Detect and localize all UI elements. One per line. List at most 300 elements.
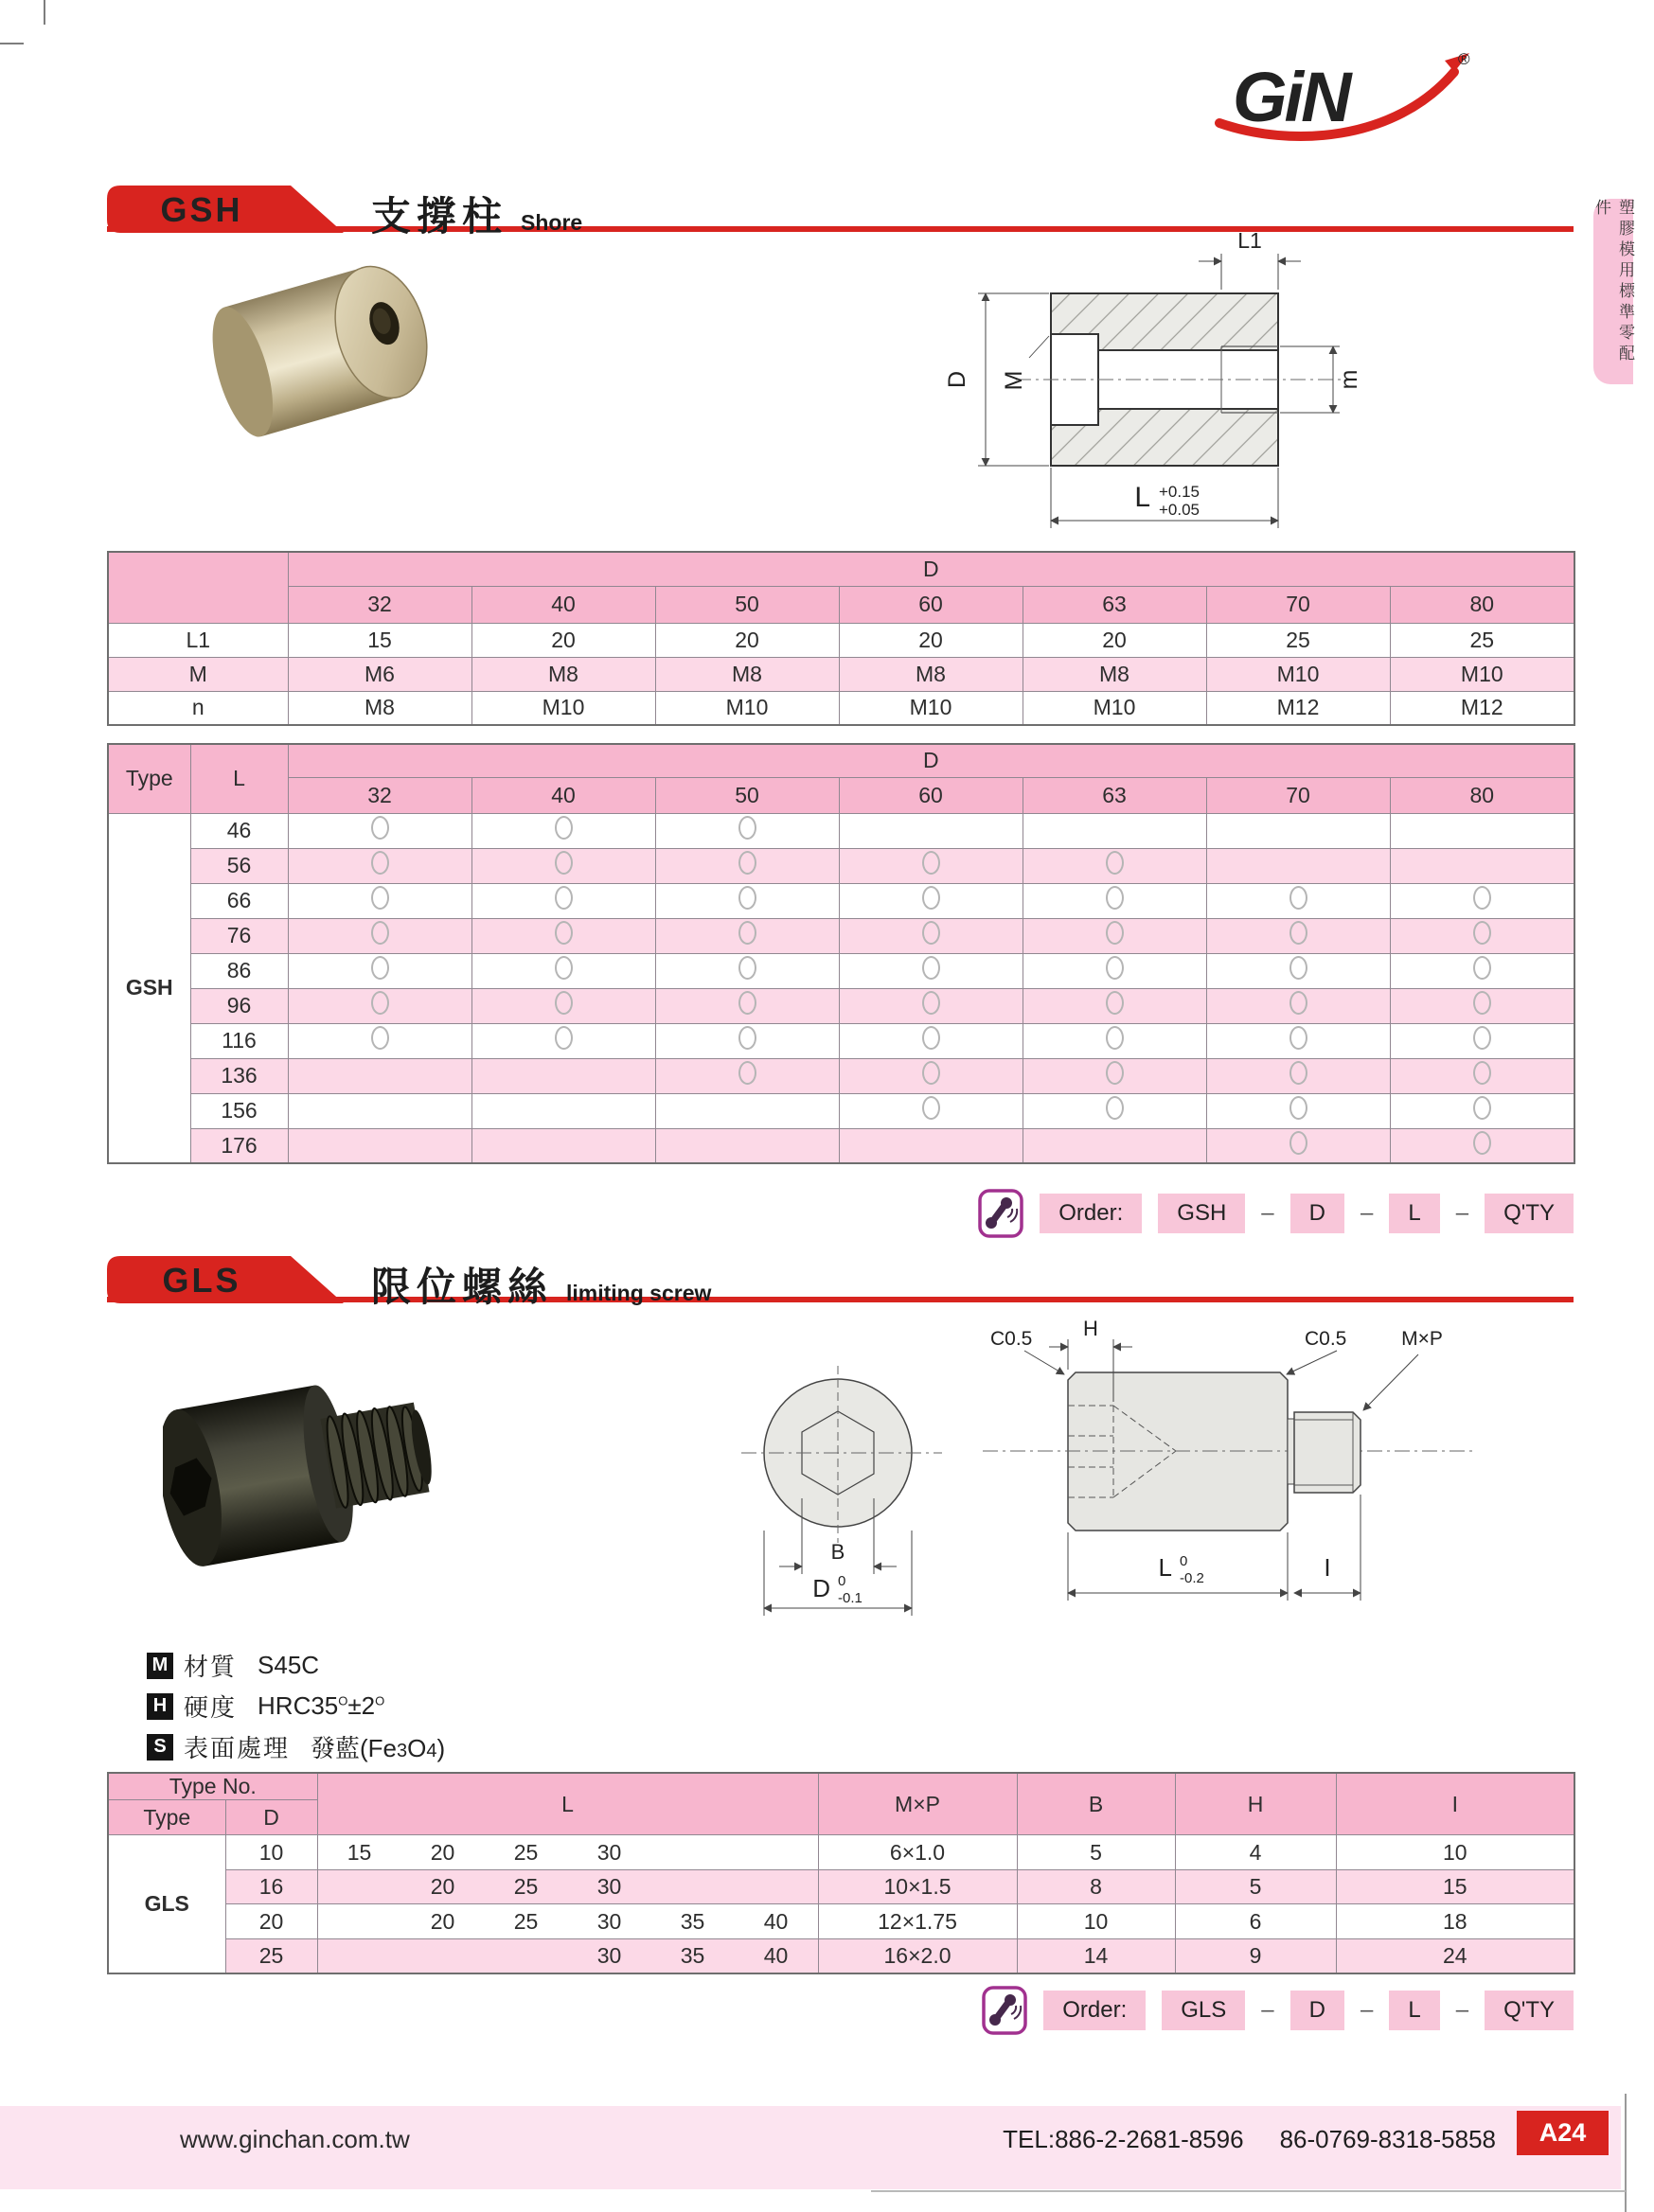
order-part: L (1389, 1991, 1439, 2030)
avail-cell (1390, 1058, 1574, 1093)
dim-l-tol-top: +0.15 (1159, 483, 1200, 501)
availability-circle (1473, 921, 1491, 945)
dim-h: H (1083, 1318, 1098, 1340)
l-value: 56 (190, 848, 288, 883)
dim-cell: M12 (1206, 691, 1390, 725)
availability-circle (1289, 1096, 1307, 1120)
l-slot-value: 15 (347, 1839, 372, 1865)
avail-cell (839, 953, 1023, 988)
phone-icon (978, 1189, 1023, 1238)
avail-cell (471, 988, 655, 1023)
gin-logo (1200, 40, 1485, 144)
crop-mark-horizontal (0, 43, 24, 44)
i-cell: 24 (1336, 1939, 1574, 1973)
avail-cell (1206, 848, 1390, 883)
footer-telephone: TEL:886-2-2681-8596 86-0769-8318-5858 (1003, 2125, 1496, 2153)
page-number-badge: A24 (1517, 2111, 1609, 2155)
l-slot-value: 30 (596, 1942, 622, 1968)
order-separator: – (1361, 1997, 1374, 2023)
avail-cell (655, 953, 839, 988)
availability-circle (922, 1026, 940, 1050)
order-part: Q'TY (1485, 1991, 1574, 2030)
hardness-badge-icon: H (147, 1693, 173, 1720)
d-value-header: 70 (1206, 777, 1390, 813)
gls-table-row (108, 1870, 1574, 1904)
availability-circle (1473, 956, 1491, 980)
availability-circle (738, 956, 756, 980)
mxp-cell: 10×1.5 (818, 1870, 1017, 1904)
availability-circle (555, 886, 573, 910)
gls-h-header: H (1175, 1773, 1336, 1835)
dim-i: I (1324, 1553, 1331, 1582)
avail-table-row (108, 953, 1574, 988)
dim-cell: M8 (471, 657, 655, 691)
l-slots (318, 1874, 818, 1900)
l-slot-value: 40 (763, 1908, 789, 1934)
gsh-order-row (978, 1189, 1574, 1238)
availability-circle (738, 991, 756, 1015)
dim-d: D (944, 370, 970, 389)
availability-circle (555, 956, 573, 980)
order-part: GLS (1162, 1991, 1245, 2030)
avail-cell (471, 1023, 655, 1058)
dim-l: L (1134, 482, 1150, 513)
chamfer-left-label: C0.5 (990, 1328, 1033, 1350)
dim-cell: M10 (655, 691, 839, 725)
avail-cell (1390, 988, 1574, 1023)
availability-circle (1289, 1061, 1307, 1085)
dim-m-big: M (1001, 370, 1027, 391)
dim-row-label: n (108, 691, 288, 725)
avail-cell (839, 1128, 1023, 1163)
availability-circle (1106, 1096, 1124, 1120)
dim-row-label: M (108, 657, 288, 691)
gls-section-badge (107, 1256, 344, 1303)
avail-cell (1390, 1093, 1574, 1128)
avail-cell (1023, 1128, 1206, 1163)
d-value-header: 50 (655, 586, 839, 623)
surface-label: 表面處理 (184, 1734, 291, 1762)
d-value: 16 (225, 1870, 317, 1904)
avail-table-l-header: L (190, 744, 288, 813)
avail-cell (471, 1128, 655, 1163)
availability-circle (555, 816, 573, 840)
availability-circle (738, 921, 756, 945)
dim-cell: M10 (839, 691, 1023, 725)
dim-cell: 20 (471, 623, 655, 657)
avail-cell (288, 1093, 471, 1128)
i-cell: 15 (1336, 1870, 1574, 1904)
gls-type-header: Type (108, 1800, 225, 1835)
crop-mark-vertical (44, 0, 45, 25)
avail-cell (471, 1058, 655, 1093)
avail-cell (1206, 1023, 1390, 1058)
availability-circle (738, 886, 756, 910)
avail-cell (1023, 953, 1206, 988)
avail-cell (1206, 1128, 1390, 1163)
gsh-technical-drawing (923, 220, 1425, 537)
avail-cell (1390, 848, 1574, 883)
dim-cell: M6 (288, 657, 471, 691)
avail-table-type-header: Type (108, 744, 190, 813)
dim-table-row (108, 623, 1574, 657)
avail-cell (1206, 953, 1390, 988)
avail-cell (1206, 883, 1390, 918)
availability-circle (1473, 991, 1491, 1015)
dim-table-row (108, 691, 1574, 725)
avail-cell (839, 1093, 1023, 1128)
availability-circle (1473, 1061, 1491, 1085)
l-slot-value: 30 (596, 1874, 622, 1899)
i-cell: 10 (1336, 1835, 1574, 1870)
b-cell: 5 (1017, 1835, 1175, 1870)
gls-table-row (108, 1939, 1574, 1973)
l-value: 66 (190, 883, 288, 918)
gls-order-row (982, 1986, 1574, 2035)
availability-circle (1473, 886, 1491, 910)
avail-cell (288, 1023, 471, 1058)
d-value-header: 40 (471, 586, 655, 623)
d-value-header: 40 (471, 777, 655, 813)
dim-l1: L1 (1237, 228, 1262, 253)
availability-circle (555, 1026, 573, 1050)
i-cell: 18 (1336, 1904, 1574, 1939)
hardness-value: $HRC35^O\pm 2^O$ (258, 1691, 385, 1720)
availability-circle (371, 991, 389, 1015)
avail-table-row (108, 1058, 1574, 1093)
l-value: 136 (190, 1058, 288, 1093)
dim-cell: 25 (1206, 623, 1390, 657)
availability-circle (738, 816, 756, 840)
avail-cell (288, 988, 471, 1023)
d-value-header: 50 (655, 777, 839, 813)
dim-cell: 20 (655, 623, 839, 657)
d-value: 10 (225, 1835, 317, 1870)
h-cell: 4 (1175, 1835, 1336, 1870)
l-value: 116 (190, 1023, 288, 1058)
availability-circle (371, 816, 389, 840)
avail-cell (1023, 883, 1206, 918)
gls-i-header: I (1336, 1773, 1574, 1835)
avail-cell (1390, 953, 1574, 988)
l-value: 96 (190, 988, 288, 1023)
dim-l: L (1158, 1553, 1172, 1582)
dim-cell: M10 (1390, 657, 1574, 691)
l-value: 156 (190, 1093, 288, 1128)
gls-badge-label: GLS (162, 1261, 241, 1300)
availability-circle (1106, 956, 1124, 980)
availability-circle (1289, 921, 1307, 945)
avail-cell (1390, 1128, 1574, 1163)
dim-d-tol-top: 0 (838, 1573, 846, 1589)
thread-spec-label: M×P (1401, 1328, 1443, 1350)
avail-cell (1023, 918, 1206, 953)
l-slots (318, 1840, 818, 1866)
dim-cell: 20 (839, 623, 1023, 657)
footer-website: www.ginchan.com.tw (180, 2125, 410, 2153)
avail-cell (655, 1023, 839, 1058)
dim-cell: M10 (1023, 691, 1206, 725)
dim-cell: 20 (1023, 623, 1206, 657)
surface-value: 發藍(Fe3O4) (311, 1734, 446, 1762)
gsh-section-title (371, 186, 583, 239)
avail-table-row (108, 848, 1574, 883)
avail-cell (1206, 813, 1390, 848)
order-part: GSH (1158, 1194, 1245, 1233)
dim-b: B (830, 1540, 845, 1564)
chamfer-right-label: C0.5 (1305, 1328, 1347, 1350)
availability-circle (1106, 921, 1124, 945)
avail-table-row (108, 918, 1574, 953)
avail-cell (1023, 988, 1206, 1023)
availability-circle (738, 851, 756, 875)
gin-logo-text: GiN (1233, 58, 1349, 136)
availability-circle (1289, 886, 1307, 910)
order-part: L (1389, 1194, 1439, 1233)
avail-cell (471, 848, 655, 883)
avail-cell (471, 1093, 655, 1128)
l-cell (317, 1904, 818, 1939)
availability-circle (1289, 956, 1307, 980)
dim-table-d-header: D (288, 552, 1574, 586)
l-slot-value: 35 (680, 1908, 705, 1934)
d-value-header: 32 (288, 586, 471, 623)
gls-mxp-header: M×P (818, 1773, 1017, 1835)
order-separator: – (1455, 1997, 1469, 2023)
hardness-label: 硬度 (184, 1693, 238, 1722)
l-slot-value: 20 (430, 1839, 455, 1865)
dim-cell: M12 (1390, 691, 1574, 725)
availability-circle (922, 956, 940, 980)
order-label: Order: (1043, 1991, 1146, 2030)
l-value: 46 (190, 813, 288, 848)
l-slots (318, 1909, 818, 1935)
l-slot-value: 40 (763, 1942, 789, 1968)
l-cell (317, 1835, 818, 1870)
crop-mark-horizontal-bottom (871, 2190, 1626, 2192)
registered-mark: ® (1458, 50, 1470, 68)
availability-circle (1106, 851, 1124, 875)
b-cell: 14 (1017, 1939, 1175, 1973)
avail-table-row (108, 1023, 1574, 1058)
avail-cell (471, 813, 655, 848)
gls-side-view-drawing (975, 1318, 1496, 1626)
d-value-header: 32 (288, 777, 471, 813)
avail-cell (1206, 918, 1390, 953)
material-badge-icon: M (147, 1653, 173, 1679)
avail-cell (1023, 1093, 1206, 1128)
gls-type-no-header: Type No. (108, 1773, 317, 1800)
availability-circle (371, 956, 389, 980)
l-value: 176 (190, 1128, 288, 1163)
material-value: S45C (258, 1651, 320, 1679)
avail-cell (288, 1128, 471, 1163)
availability-circle (1289, 1026, 1307, 1050)
order-part: D (1290, 1991, 1344, 2030)
h-cell: 9 (1175, 1939, 1336, 1973)
avail-cell (839, 813, 1023, 848)
gls-product-photo (163, 1339, 466, 1604)
avail-cell (655, 883, 839, 918)
availability-circle (1289, 1131, 1307, 1155)
avail-table-row (108, 1093, 1574, 1128)
avail-cell (1390, 918, 1574, 953)
availability-circle (1106, 1026, 1124, 1050)
availability-circle (555, 991, 573, 1015)
avail-cell (655, 1128, 839, 1163)
h-cell: 6 (1175, 1904, 1336, 1939)
avail-cell (839, 1058, 1023, 1093)
availability-circle (922, 1096, 940, 1120)
avail-table-d-header: D (288, 744, 1574, 777)
avail-table-row (108, 1128, 1574, 1163)
dim-cell: M8 (839, 657, 1023, 691)
gls-table-row (108, 1835, 1574, 1870)
availability-circle (922, 921, 940, 945)
l-slots (318, 1943, 818, 1969)
l-slot-value: 25 (513, 1908, 539, 1934)
avail-cell (839, 883, 1023, 918)
availability-circle (738, 1026, 756, 1050)
avail-cell (655, 848, 839, 883)
avail-cell (288, 918, 471, 953)
avail-cell (655, 1058, 839, 1093)
l-slot-value: 25 (513, 1839, 539, 1865)
avail-cell (655, 1093, 839, 1128)
dim-cell: M10 (471, 691, 655, 725)
avail-cell (471, 918, 655, 953)
l-slot-value: 30 (596, 1908, 622, 1934)
availability-circle (1106, 991, 1124, 1015)
gsh-title-en: Shore (521, 210, 583, 235)
l-cell (317, 1939, 818, 1973)
l-slot-value: 25 (513, 1874, 539, 1899)
avail-cell (1023, 813, 1206, 848)
avail-cell (288, 883, 471, 918)
type-label: GSH (108, 813, 190, 1163)
l-slot-value: 20 (430, 1874, 455, 1899)
b-cell: 8 (1017, 1870, 1175, 1904)
avail-cell (839, 988, 1023, 1023)
availability-circle (922, 991, 940, 1015)
availability-circle (1289, 991, 1307, 1015)
avail-cell (839, 918, 1023, 953)
availability-circle (1106, 886, 1124, 910)
crop-mark-vertical-bottom (1625, 2094, 1627, 2212)
dim-cell: 25 (1390, 623, 1574, 657)
dim-m-small: m (1336, 369, 1362, 390)
avail-cell (1206, 988, 1390, 1023)
d-value-header: 63 (1023, 777, 1206, 813)
avail-cell (1206, 1093, 1390, 1128)
avail-cell (1390, 813, 1574, 848)
availability-circle (555, 921, 573, 945)
dim-cell: 15 (288, 623, 471, 657)
l-value: 76 (190, 918, 288, 953)
note-material (147, 1651, 445, 1680)
avail-cell (1390, 1023, 1574, 1058)
availability-circle (922, 886, 940, 910)
order-part: Q'TY (1485, 1194, 1574, 1233)
order-separator: – (1361, 1200, 1374, 1226)
side-tab: 塑膠模用標準零配件 (1593, 199, 1633, 384)
d-value-header: 60 (839, 586, 1023, 623)
availability-circle (371, 1026, 389, 1050)
mxp-cell: 6×1.0 (818, 1835, 1017, 1870)
dim-d: D (812, 1574, 830, 1602)
gls-notes (147, 1651, 445, 1773)
gsh-badge-label: GSH (160, 190, 243, 229)
gsh-section-badge (107, 186, 344, 233)
dim-l-tol-top: 0 (1180, 1553, 1188, 1569)
avail-cell (288, 848, 471, 883)
avail-cell (1390, 883, 1574, 918)
dim-cell: M10 (1206, 657, 1390, 691)
dim-cell: M8 (1023, 657, 1206, 691)
avail-cell (655, 918, 839, 953)
availability-circle (738, 1061, 756, 1085)
l-slot-value: 20 (430, 1908, 455, 1934)
order-separator: – (1261, 1200, 1274, 1226)
avail-cell (839, 1023, 1023, 1058)
avail-table-row (108, 988, 1574, 1023)
mxp-cell: 16×2.0 (818, 1939, 1017, 1973)
b-cell: 10 (1017, 1904, 1175, 1939)
dim-cell: M8 (288, 691, 471, 725)
availability-circle (1473, 1026, 1491, 1050)
avail-table-row (108, 813, 1574, 848)
availability-circle (1106, 1061, 1124, 1085)
availability-circle (922, 1061, 940, 1085)
dim-l-tol-bot: -0.2 (1180, 1570, 1204, 1586)
avail-cell (471, 883, 655, 918)
avail-cell (471, 953, 655, 988)
avail-cell (288, 813, 471, 848)
avail-cell (655, 813, 839, 848)
gsh-title-zh: 支撐柱 (371, 194, 508, 239)
l-value: 86 (190, 953, 288, 988)
dim-table-row (108, 657, 1574, 691)
d-value: 25 (225, 1939, 317, 1973)
dim-row-label: L1 (108, 623, 288, 657)
d-value-header: 60 (839, 777, 1023, 813)
availability-circle (555, 851, 573, 875)
avail-cell (288, 1058, 471, 1093)
order-separator: – (1455, 1200, 1469, 1226)
availability-circle (922, 851, 940, 875)
surface-badge-icon: S (147, 1734, 173, 1761)
type-label: GLS (108, 1835, 225, 1973)
gls-section-title (371, 1256, 712, 1309)
l-cell (317, 1870, 818, 1904)
l-slot-value: 35 (680, 1942, 705, 1968)
gsh-dimension-table (107, 551, 1575, 726)
gsh-product-photo (210, 241, 480, 445)
avail-cell (839, 848, 1023, 883)
order-part: D (1290, 1194, 1344, 1233)
dim-l-tol-bot: +0.05 (1159, 501, 1200, 519)
avail-table-row (108, 883, 1574, 918)
availability-circle (1473, 1131, 1491, 1155)
phone-icon (982, 1986, 1027, 2035)
avail-cell (655, 988, 839, 1023)
h-cell: 5 (1175, 1870, 1336, 1904)
dim-table-corner (108, 552, 288, 623)
note-surface (147, 1732, 445, 1761)
gls-d-header: D (225, 1800, 317, 1835)
d-value-header: 70 (1206, 586, 1390, 623)
avail-cell (1023, 1023, 1206, 1058)
